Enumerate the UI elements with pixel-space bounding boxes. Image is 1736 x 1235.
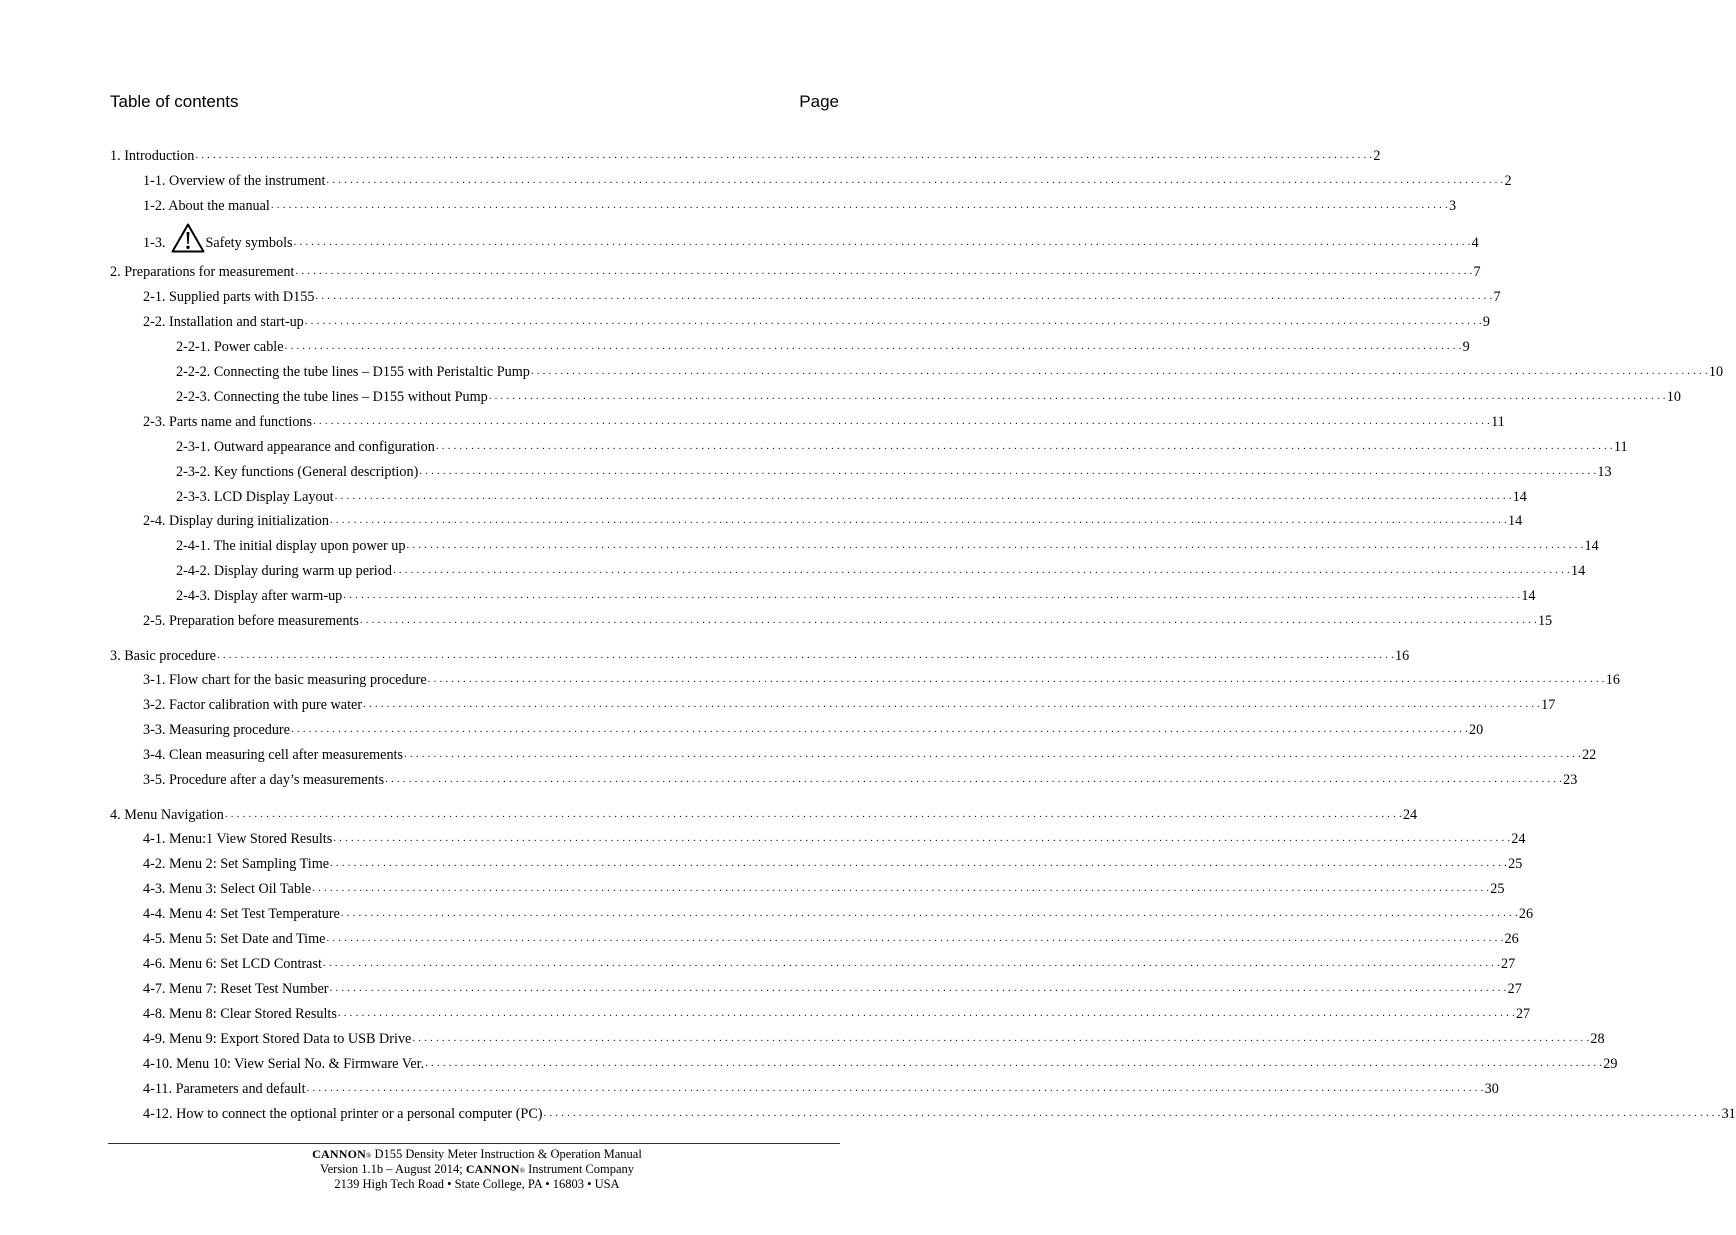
toc-entry-text: 2-2-3. Connecting the tube lines – D155 without Pump	[176, 389, 488, 405]
toc-entry-label	[176, 489, 334, 505]
toc-title: Table of contents	[110, 92, 239, 111]
toc-entry[interactable]	[143, 743, 1597, 763]
toc-entry-label	[143, 1056, 424, 1072]
dot-leader: . . . . . . . . . . . . . . . . . . . . . . . . . . . . . . . . . . . . . . . . . . . . . . . . . . . . . . . . . . . . . . . . . . . . . . . . . . . . . . . . . . . . . . . . . . . . . . . . . . . . . . . . . . . . . . . . . . . . . . . . . . . . . . . . . . . . . . . . . . . . . . . . . . . . . . . . . . . . . . . . . . . . . . . . . . . . . . . . . . . . . . . . . . . . . . . . . . . . . . . .	[488, 390, 1666, 402]
toc-page-number: 25	[1490, 881, 1505, 897]
toc-entry-text: 3-4. Clean measuring cell after measurements	[143, 747, 404, 763]
dot-leader: . . . . . . . . . . . . . . . . . . . . . . . . . . . . . . . . . . . . . . . . . . . . . . . . . . . . . . . . . . . . . . . . . . . . . . . . . . . . . . . . . . . . . . . . . . . . . . . . . . . . . . . . . . . . . . . . . . . . . . . . . . . . . . . . . . . . . . . . . . . . . . . . . . . . . . . . . . . . . . . . . . . . . . . . . . . . . . . . . . . . . . . . . . . . . . . . . . . . . . . .	[329, 514, 1508, 526]
toc-page-number: 7	[1493, 289, 1501, 305]
toc-page-number: 27	[1500, 956, 1516, 972]
toc-entry[interactable]	[143, 718, 1484, 738]
toc-entry[interactable]	[143, 1002, 1531, 1022]
dot-leader: . . . . . . . . . . . . . . . . . . . . . . . . . . . . . . . . . . . . . . . . . . . . . . . . . . . . . . . . . . . . . . . . . . . . . . . . . . . . . . . . . . . . . . . . . . . . . . . . . . . . . . . . . . . . . . . . . . . . . . . . . . . . . . . . . . . . . . . . . . . . . . . . . . . . . . . . . . . . . . . . . . . . . . . . . . . . . . . . . . . . . . . . . . . . . . . . . . . . . . . .	[340, 907, 1518, 919]
footer-brand-2: CANNON	[465, 1162, 520, 1176]
toc-page-number: 11	[1613, 439, 1628, 455]
toc-entry-text: 4-8. Menu 8: Clear Stored Results	[143, 1006, 337, 1022]
toc-page-number: 16	[1395, 648, 1410, 664]
dot-leader: . . . . . . . . . . . . . . . . . . . . . . . . . . . . . . . . . . . . . . . . . . . . . . . . . . . . . . . . . . . . . . . . . . . . . . . . . . . . . . . . . . . . . . . . . . . . . . . . . . . . . . . . . . . . . . . . . . . . . . . . . . . . . . . . . . . . . . . . . . . . . . . . . . . . . . . . . . . . . . . . . . . . . . . . . . . . . . . . . . . . . . . . . . . . . . . . . . . . . . . .	[312, 882, 1490, 894]
toc-page-number: 26	[1518, 906, 1534, 922]
dot-leader: . . . . . . . . . . . . . . . . . . . . . . . . . . . . . . . . . . . . . . . . . . . . . . . . . . . . . . . . . . . . . . . . . . . . . . . . . . . . . . . . . . . . . . . . . . . . . . . . . . . . . . . . . . . . . . . . . . . . . . . . . . . . . . . . . . . . . . . . . . . . . . . . . . . . . . . . . . . . . . . . . . . . . . . . . . . . . . . . . . . . . . . . . . . . . . . . . . . . . . . .	[216, 649, 1395, 661]
toc-entry[interactable]	[143, 1052, 1618, 1072]
dot-leader: . . . . . . . . . . . . . . . . . . . . . . . . . . . . . . . . . . . . . . . . . . . . . . . . . . . . . . . . . . . . . . . . . . . . . . . . . . . . . . . . . . . . . . . . . . . . . . . . . . . . . . . . . . . . . . . . . . . . . . . . . . . . . . . . . . . . . . . . . . . . . . . . . . . . . . . . . . . . . . . . . . . . . . . . . . . . . . . . . . . . . . . . . . . . . . . . . . . . . . . .	[284, 340, 1462, 352]
toc-entry[interactable]	[143, 952, 1516, 972]
toc-entry-text: 4. Menu Navigation	[110, 807, 224, 823]
toc-page-number: 20	[1469, 722, 1484, 738]
toc-page-number: 7	[1473, 264, 1481, 280]
toc-entry-label	[143, 1106, 543, 1122]
toc-page-number: 13	[1597, 464, 1612, 480]
toc-entry[interactable]	[143, 1077, 1499, 1097]
toc-entry-label	[176, 339, 284, 355]
toc-page-number: 10	[1708, 364, 1724, 380]
dot-leader: . . . . . . . . . . . . . . . . . . . . . . . . . . . . . . . . . . . . . . . . . . . . . . . . . . . . . . . . . . . . . . . . . . . . . . . . . . . . . . . . . . . . . . . . . . . . . . . . . . . . . . . . . . . . . . . . . . . . . . . . . . . . . . . . . . . . . . . . . . . . . . . . . . . . . . . . . . . . . . . . . . . . . . . . . . . . . . . . . . . . . . . . . . . . . . . . . . . . . . . .	[359, 614, 1537, 626]
toc-entry-label	[143, 198, 270, 214]
toc-page-number: 29	[1603, 1056, 1618, 1072]
toc-entry-text: 2-4. Display during initialization	[143, 513, 329, 529]
toc-entry-label	[176, 538, 405, 554]
toc-entry-text: 2-4-3. Display after warm-up	[176, 588, 343, 604]
toc-entry-label	[176, 464, 418, 480]
toc-entry-text: 1-2. About the manual	[143, 198, 270, 214]
toc-page-number: 30	[1484, 1081, 1499, 1097]
toc-entry-label	[143, 289, 314, 305]
toc-entry-text: 3-3. Measuring procedure	[143, 722, 290, 738]
toc-entry[interactable]	[143, 609, 1553, 629]
toc-entry-label	[143, 223, 293, 251]
toc-entry-text: 2-2-2. Connecting the tube lines – D155 with Peristaltic Pump	[176, 364, 530, 380]
toc-entry-text: 2-1. Supplied parts with D155	[143, 289, 315, 305]
toc-entry-text: 1-1. Overview of the instrument	[143, 173, 326, 189]
toc-page-number: 23	[1563, 772, 1578, 788]
dot-leader: . . . . . . . . . . . . . . . . . . . . . . . . . . . . . . . . . . . . . . . . . . . . . . . . . . . . . . . . . . . . . . . . . . . . . . . . . . . . . . . . . . . . . . . . . . . . . . . . . . . . . . . . . . . . . . . . . . . . . . . . . . . . . . . . . . . . . . . . . . . . . . . . . . . . . . . . . . . . . . . . . . . . . . . . . . . . . . . . . . . . . . . . . . . . . . . . . . . . . . . .	[330, 857, 1508, 869]
toc-entry-label	[143, 513, 329, 529]
toc-entry-label	[143, 881, 311, 897]
toc-entry[interactable]	[143, 877, 1505, 897]
toc-entry[interactable]	[143, 1102, 1736, 1122]
toc-entry-label	[176, 588, 342, 604]
toc-entry-text: 3. Basic procedure	[110, 648, 216, 664]
dot-leader: . . . . . . . . . . . . . . . . . . . . . . . . . . . . . . . . . . . . . . . . . . . . . . . . . . . . . . . . . . . . . . . . . . . . . . . . . . . . . . . . . . . . . . . . . . . . . . . . . . . . . . . . . . . . . . . . . . . . . . . . . . . . . . . . . . . . . . . . . . . . . . . . . . . . . . . . . . . . . . . . . . . . . . . . . . . . . . . . . . . . . . . . . . . . . . . . . . . . . . . .	[412, 1032, 1590, 1044]
toc-entry-text: 2-4-1. The initial display upon power up	[176, 538, 406, 554]
dot-leader: . . . . . . . . . . . . . . . . . . . . . . . . . . . . . . . . . . . . . . . . . . . . . . . . . . . . . . . . . . . . . . . . . . . . . . . . . . . . . . . . . . . . . . . . . . . . . . . . . . . . . . . . . . . . . . . . . . . . . . . . . . . . . . . . . . . . . . . . . . . . . . . . . . . . . . . . . . . . . . . . . . . . . . . . . . . . . . . . . . . . . . . . . . . . . . . . . . . . . . . .	[315, 290, 1493, 302]
toc-entry-label	[143, 173, 325, 189]
toc-page-number: 24	[1511, 831, 1526, 847]
toc-entry-label	[143, 772, 384, 788]
toc-entry-text: 2-5. Preparation before measurements	[143, 613, 359, 629]
toc-page-number: 24	[1402, 807, 1418, 823]
toc-entry-text: Safety symbols	[205, 235, 293, 251]
toc-entry-label	[176, 364, 530, 380]
toc-entry[interactable]	[143, 194, 1457, 214]
toc-entry-label	[143, 747, 403, 763]
toc-page-number: 16	[1605, 672, 1620, 688]
dot-leader: . . . . . . . . . . . . . . . . . . . . . . . . . . . . . . . . . . . . . . . . . . . . . . . . . . . . . . . . . . . . . . . . . . . . . . . . . . . . . . . . . . . . . . . . . . . . . . . . . . . . . . . . . . . . . . . . . . . . . . . . . . . . . . . . . . . . . . . . . . . . . . . . . . . . . . . . . . . . . . . . . . . . . . . . . . . . . . . . . . . . . . . . . . . . . . . . . . . . . . . .	[304, 315, 1482, 327]
dot-leader: . . . . . . . . . . . . . . . . . . . . . . . . . . . . . . . . . . . . . . . . . . . . . . . . . . . . . . . . . . . . . . . . . . . . . . . . . . . . . . . . . . . . . . . . . . . . . . . . . . . . . . . . . . . . . . . . . . . . . . . . . . . . . . . . . . . . . . . . . . . . . . . . . . . . . . . . . . . . . . . . . . . . . . . . . . . . . . . . . . . . . . . . . . . . . . . . . . . . . . . .	[224, 808, 1402, 820]
dot-leader: . . . . . . . . . . . . . . . . . . . . . . . . . . . . . . . . . . . . . . . . . . . . . . . . . . . . . . . . . . . . . . . . . . . . . . . . . . . . . . . . . . . . . . . . . . . . . . . . . . . . . . . . . . . . . . . . . . . . . . . . . . . . . . . . . . . . . . . . . . . . . . . . . . . . . . . . . . . . . . . . . . . . . . . . . . . . . . . . . . . . . . . . . . . . . . . . . . . . . . . .	[427, 673, 1605, 685]
toc-entry[interactable]	[143, 169, 1512, 189]
toc-entry-label	[143, 856, 329, 872]
toc-entry-text: 4-7. Menu 7: Reset Test Number	[143, 981, 329, 997]
toc-entry-text: 2-3. Parts name and functions	[143, 414, 313, 430]
toc-page-number: 3	[1448, 198, 1457, 214]
footer-address: 2139 High Tech Road • State College, PA • 16803 • USA	[334, 1177, 620, 1191]
page-footer	[0, 1147, 954, 1192]
toc-entry-number: 1-3.	[143, 235, 166, 251]
toc-entry-label	[143, 697, 362, 713]
dot-leader: . . . . . . . . . . . . . . . . . . . . . . . . . . . . . . . . . . . . . . . . . . . . . . . . . . . . . . . . . . . . . . . . . . . . . . . . . . . . . . . . . . . . . . . . . . . . . . . . . . . . . . . . . . . . . . . . . . . . . . . . . . . . . . . . . . . . . . . . . . . . . . . . . . . . . . . . . . . . . . . . . . . . . . . . . . . . . . . . . . . . . . . . . . . . . . . . . . . . . . . .	[334, 490, 1512, 502]
toc-entry-label	[110, 148, 194, 164]
toc-entry[interactable]	[143, 768, 1578, 788]
toc-entry-label	[176, 439, 435, 455]
toc-entry-text: 4-10. Menu 10: View Serial No. & Firmware Ver.	[143, 1056, 425, 1072]
toc-entry[interactable]	[143, 902, 1534, 922]
toc-entry[interactable]	[176, 435, 1628, 455]
footer-line-2	[0, 1162, 954, 1177]
toc-entry-text: 4-11. Parameters and default	[143, 1081, 306, 1097]
toc-entry[interactable]	[110, 644, 1410, 664]
toc-page-number: 14	[1521, 588, 1536, 604]
dot-leader: . . . . . . . . . . . . . . . . . . . . . . . . . . . . . . . . . . . . . . . . . . . . . . . . . . . . . . . . . . . . . . . . . . . . . . . . . . . . . . . . . . . . . . . . . . . . . . . . . . . . . . . . . . . . . . . . . . . . . . . . . . . . . . . . . . . . . . . . . . . . . . . . . . . . . . . . . . . . . . . . . . . . . . . . . . . . . . . . . . . . . . . . . . . . . . . . . . . . . . . .	[195, 149, 1373, 161]
toc-entry-label	[143, 314, 304, 330]
toc-entry[interactable]	[143, 977, 1522, 997]
dot-leader: . . . . . . . . . . . . . . . . . . . . . . . . . . . . . . . . . . . . . . . . . . . . . . . . . . . . . . . . . . . . . . . . . . . . . . . . . . . . . . . . . . . . . . . . . . . . . . . . . . . . . . . . . . . . . . . . . . . . . . . . . . . . . . . . . . . . . . . . . . . . . . . . . . . . . . . . . . . . . . . . . . . . . . . . . . . . . . . . . . . . . . . . . . . . . . . . . . . . . . . .	[337, 1007, 1515, 1019]
toc-entry-text: 2. Preparations for measurement	[110, 264, 295, 280]
dot-leader: . . . . . . . . . . . . . . . . . . . . . . . . . . . . . . . . . . . . . . . . . . . . . . . . . . . . . . . . . . . . . . . . . . . . . . . . . . . . . . . . . . . . . . . . . . . . . . . . . . . . . . . . . . . . . . . . . . . . . . . . . . . . . . . . . . . . . . . . . . . . . . . . . . . . . . . . . . . . . . . . . . . . . . . . . . . . . . . . . . . . . . . . . . . . . . . . . . . . . . . .	[295, 265, 1473, 277]
toc-page-number: 27	[1507, 981, 1522, 997]
toc-entry-label	[110, 264, 294, 280]
toc-page-number: 14	[1512, 489, 1527, 505]
toc-entry-label	[143, 981, 329, 997]
toc-entry-text: 4-1. Menu:1 View Stored Results	[143, 831, 333, 847]
toc-entry-text: 4-2. Menu 2: Set Sampling Time	[143, 856, 330, 872]
registered-mark: ®	[366, 1152, 372, 1160]
toc-entry-text: 2-4-2. Display during warm up period	[176, 563, 392, 579]
toc-entry[interactable]	[143, 285, 1501, 305]
toc-entry[interactable]	[176, 360, 1724, 380]
registered-mark-2: ®	[519, 1167, 526, 1175]
toc-entry[interactable]	[176, 460, 1612, 480]
toc-entry[interactable]	[143, 668, 1620, 688]
dot-leader: . . . . . . . . . . . . . . . . . . . . . . . . . . . . . . . . . . . . . . . . . . . . . . . . . . . . . . . . . . . . . . . . . . . . . . . . . . . . . . . . . . . . . . . . . . . . . . . . . . . . . . . . . . . . . . . . . . . . . . . . . . . . . . . . . . . . . . . . . . . . . . . . . . . . . . . . . . . . . . . . . . . . . . . . . . . . . . . . . . . . . . . . . . . . . . . . . . . . . . . .	[425, 1057, 1603, 1069]
dot-leader: . . . . . . . . . . . . . . . . . . . . . . . . . . . . . . . . . . . . . . . . . . . . . . . . . . . . . . . . . . . . . . . . . . . . . . . . . . . . . . . . . . . . . . . . . . . . . . . . . . . . . . . . . . . . . . . . . . . . . . . . . . . . . . . . . . . . . . . . . . . . . . . . . . . . . . . . . . . . . . . . . . . . . . . . . . . . . . . . . . . . . . . . . . . . . . . . . . . . . . . .	[322, 957, 1500, 969]
toc-entry[interactable]	[143, 927, 1519, 947]
toc-entry[interactable]	[176, 385, 1681, 405]
dot-leader: . . . . . . . . . . . . . . . . . . . . . . . . . . . . . . . . . . . . . . . . . . . . . . . . . . . . . . . . . . . . . . . . . . . . . . . . . . . . . . . . . . . . . . . . . . . . . . . . . . . . . . . . . . . . . . . . . . . . . . . . . . . . . . . . . . . . . . . . . . . . . . . . . . . . . . . . . . . . . . . . . . . . . . . . . . . . . . . . . . . . . . . . . . . . . . . . . . . . . . . .	[406, 539, 1584, 551]
toc-entry-label	[143, 906, 340, 922]
dot-leader: . . . . . . . . . . . . . . . . . . . . . . . . . . . . . . . . . . . . . . . . . . . . . . . . . . . . . . . . . . . . . . . . . . . . . . . . . . . . . . . . . . . . . . . . . . . . . . . . . . . . . . . . . . . . . . . . . . . . . . . . . . . . . . . . . . . . . . . . . . . . . . . . . . . . . . . . . . . . . . . . . . . . . . . . . . . . . . . . . . . . . . . . . . . . . . . . . . . . . . . .	[435, 440, 1613, 452]
toc-page-number: 27	[1515, 1006, 1531, 1022]
toc-entry[interactable]	[143, 693, 1556, 713]
dot-leader: . . . . . . . . . . . . . . . . . . . . . . . . . . . . . . . . . . . . . . . . . . . . . . . . . . . . . . . . . . . . . . . . . . . . . . . . . . . . . . . . . . . . . . . . . . . . . . . . . . . . . . . . . . . . . . . . . . . . . . . . . . . . . . . . . . . . . . . . . . . . . . . . . . . . . . . . . . . . . . . . . . . . . . . . . . . . . . . . . . . . . . . . . . . . . . . . . . . . . . . .	[404, 748, 1582, 760]
toc-page-number: 22	[1582, 747, 1597, 763]
toc-entry-label	[143, 1006, 337, 1022]
toc-page-number: 31	[1721, 1106, 1736, 1122]
toc-entry-text: 3-5. Procedure after a day’s measurements	[143, 772, 385, 788]
dot-leader: . . . . . . . . . . . . . . . . . . . . . . . . . . . . . . . . . . . . . . . . . . . . . . . . . . . . . . . . . . . . . . . . . . . . . . . . . . . . . . . . . . . . . . . . . . . . . . . . . . . . . . . . . . . . . . . . . . . . . . . . . . . . . . . . . . . . . . . . . . . . . . . . . . . . . . . . . . . . . . . . . . . . . . . . . . . . . . . . . . . . . . . . . . . . . . . . . . . . . . . .	[313, 415, 1491, 427]
toc-entry-label	[143, 613, 359, 629]
toc-entry-text: 3-2. Factor calibration with pure water	[143, 697, 363, 713]
toc-entry[interactable]	[176, 559, 1586, 579]
toc-entry-text: 1. Introduction	[110, 148, 195, 164]
dot-leader: . . . . . . . . . . . . . . . . . . . . . . . . . . . . . . . . . . . . . . . . . . . . . . . . . . . . . . . . . . . . . . . . . . . . . . . . . . . . . . . . . . . . . . . . . . . . . . . . . . . . . . . . . . . . . . . . . . . . . . . . . . . . . . . . . . . . . . . . . . . . . . . . . . . . . . . . . . . . . . . . . . . . . . . . . . . . . . . . . . . . . . . . . . . . . . . . . . . . . . . .	[270, 199, 1448, 211]
dot-leader: . . . . . . . . . . . . . . . . . . . . . . . . . . . . . . . . . . . . . . . . . . . . . . . . . . . . . . . . . . . . . . . . . . . . . . . . . . . . . . . . . . . . . . . . . . . . . . . . . . . . . . . . . . . . . . . . . . . . . . . . . . . . . . . . . . . . . . . . . . . . . . . . . . . . . . . . . . . . . . . . . . . . . . . . . . . . . . . . . . . . . . . . . . . . . . . . . . . . . . . .	[392, 564, 1570, 576]
toc-entry[interactable]	[176, 584, 1536, 604]
toc-page-number: 14	[1571, 563, 1586, 579]
toc-page-number: 2	[1373, 148, 1381, 164]
dot-leader: . . . . . . . . . . . . . . . . . . . . . . . . . . . . . . . . . . . . . . . . . . . . . . . . . . . . . . . . . . . . . . . . . . . . . . . . . . . . . . . . . . . . . . . . . . . . . . . . . . . . . . . . . . . . . . . . . . . . . . . . . . . . . . . . . . . . . . . . . . . . . . . . . . . . . . . . . . . . . . . . . . . . . . . . . . . . . . . . . . . . . . . . . . . . . . . . . . . . . . . .	[293, 236, 1471, 248]
footer-company: Instrument Company	[528, 1162, 635, 1176]
toc-entry[interactable]	[143, 221, 1479, 251]
toc-entry-label	[143, 931, 325, 947]
dot-leader: . . . . . . . . . . . . . . . . . . . . . . . . . . . . . . . . . . . . . . . . . . . . . . . . . . . . . . . . . . . . . . . . . . . . . . . . . . . . . . . . . . . . . . . . . . . . . . . . . . . . . . . . . . . . . . . . . . . . . . . . . . . . . . . . . . . . . . . . . . . . . . . . . . . . . . . . . . . . . . . . . . . . . . . . . . . . . . . . . . . . . . . . . . . . . . . . . . . . . . . .	[326, 174, 1504, 186]
toc-page-number: 15	[1537, 613, 1553, 629]
toc-page-number: 14	[1584, 538, 1599, 554]
toc-page-number: 4	[1471, 235, 1479, 251]
toc-entry-label	[110, 807, 224, 823]
footer-manual-title: D155 Density Meter Instruction & Operation Manual	[374, 1147, 642, 1161]
toc-entry[interactable]	[143, 852, 1523, 872]
toc-page-number: 10	[1666, 389, 1681, 405]
dot-leader: . . . . . . . . . . . . . . . . . . . . . . . . . . . . . . . . . . . . . . . . . . . . . . . . . . . . . . . . . . . . . . . . . . . . . . . . . . . . . . . . . . . . . . . . . . . . . . . . . . . . . . . . . . . . . . . . . . . . . . . . . . . . . . . . . . . . . . . . . . . . . . . . . . . . . . . . . . . . . . . . . . . . . . . . . . . . . . . . . . . . . . . . . . . . . . . . . . . . . . . .	[333, 832, 1511, 844]
toc-page-number: 9	[1462, 339, 1470, 355]
toc-entry[interactable]	[143, 410, 1505, 430]
footer-rule	[108, 1143, 840, 1144]
toc-entry-label	[110, 648, 216, 664]
footer-line-1	[0, 1147, 954, 1162]
dot-leader: . . . . . . . . . . . . . . . . . . . . . . . . . . . . . . . . . . . . . . . . . . . . . . . . . . . . . . . . . . . . . . . . . . . . . . . . . . . . . . . . . . . . . . . . . . . . . . . . . . . . . . . . . . . . . . . . . . . . . . . . . . . . . . . . . . . . . . . . . . . . . . . . . . . . . . . . . . . . . . . . . . . . . . . . . . . . . . . . . . . . . . . . . . . . . . . . . . . . . . . .	[290, 723, 1469, 735]
toc-entry-label	[143, 414, 312, 430]
dot-leader: . . . . . . . . . . . . . . . . . . . . . . . . . . . . . . . . . . . . . . . . . . . . . . . . . . . . . . . . . . . . . . . . . . . . . . . . . . . . . . . . . . . . . . . . . . . . . . . . . . . . . . . . . . . . . . . . . . . . . . . . . . . . . . . . . . . . . . . . . . . . . . . . . . . . . . . . . . . . . . . . . . . . . . . . . . . . . . . . . . . . . . . . . . . . . . . . . . . . . . . .	[363, 698, 1541, 710]
toc-entry-text: 4-6. Menu 6: Set LCD Contrast	[143, 956, 322, 972]
toc-entry[interactable]	[143, 827, 1526, 847]
toc-page-number: 2	[1504, 173, 1512, 189]
dot-leader: . . . . . . . . . . . . . . . . . . . . . . . . . . . . . . . . . . . . . . . . . . . . . . . . . . . . . . . . . . . . . . . . . . . . . . . . . . . . . . . . . . . . . . . . . . . . . . . . . . . . . . . . . . . . . . . . . . . . . . . . . . . . . . . . . . . . . . . . . . . . . . . . . . . . . . . . . . . . . . . . . . . . . . . . . . . . . . . . . . . . . . . . . . . . . . . . . . . . . . . .	[385, 773, 1563, 785]
toc-entry[interactable]	[176, 534, 1599, 554]
toc-entry[interactable]	[143, 1027, 1605, 1047]
dot-leader: . . . . . . . . . . . . . . . . . . . . . . . . . . . . . . . . . . . . . . . . . . . . . . . . . . . . . . . . . . . . . . . . . . . . . . . . . . . . . . . . . . . . . . . . . . . . . . . . . . . . . . . . . . . . . . . . . . . . . . . . . . . . . . . . . . . . . . . . . . . . . . . . . . . . . . . . . . . . . . . . . . . . . . . . . . . . . . . . . . . . . . . . . . . . . . . . . . . . . . . .	[543, 1107, 1721, 1119]
page-column-label: Page	[799, 92, 839, 111]
toc-page-number: 14	[1508, 513, 1523, 529]
toc-page-number: 25	[1508, 856, 1523, 872]
footer-version: Version 1.1b – August 2014;	[319, 1162, 463, 1176]
toc-entry-label	[143, 722, 290, 738]
toc-entry-label	[143, 831, 332, 847]
toc-entry-label	[176, 389, 488, 405]
toc-entry[interactable]	[110, 260, 1481, 280]
toc-entry-label	[176, 563, 392, 579]
toc-entry-text: 3-1. Flow chart for the basic measuring procedure	[143, 672, 427, 688]
toc-page-number: 9	[1482, 314, 1490, 330]
toc-entry[interactable]	[143, 310, 1490, 330]
dot-leader: . . . . . . . . . . . . . . . . . . . . . . . . . . . . . . . . . . . . . . . . . . . . . . . . . . . . . . . . . . . . . . . . . . . . . . . . . . . . . . . . . . . . . . . . . . . . . . . . . . . . . . . . . . . . . . . . . . . . . . . . . . . . . . . . . . . . . . . . . . . . . . . . . . . . . . . . . . . . . . . . . . . . . . . . . . . . . . . . . . . . . . . . . . . . . . . . . . . . . . . .	[343, 589, 1521, 601]
toc-entry-text: 4-9. Menu 9: Export Stored Data to USB Drive	[143, 1031, 412, 1047]
toc-entry-label	[143, 1031, 411, 1047]
toc-page-number: 11	[1491, 414, 1505, 430]
toc-entry-text: 2-2-1. Power cable	[176, 339, 284, 355]
toc-page-number: 28	[1590, 1031, 1605, 1047]
toc-entry-text: 2-3-1. Outward appearance and configuration	[176, 439, 435, 455]
toc-entry-text: 2-2. Installation and start-up	[143, 314, 304, 330]
toc-entry[interactable]	[143, 509, 1523, 529]
toc-entry[interactable]	[176, 335, 1470, 355]
dot-leader: . . . . . . . . . . . . . . . . . . . . . . . . . . . . . . . . . . . . . . . . . . . . . . . . . . . . . . . . . . . . . . . . . . . . . . . . . . . . . . . . . . . . . . . . . . . . . . . . . . . . . . . . . . . . . . . . . . . . . . . . . . . . . . . . . . . . . . . . . . . . . . . . . . . . . . . . . . . . . . . . . . . . . . . . . . . . . . . . . . . . . . . . . . . . . . . . . . . . . . . .	[326, 932, 1504, 944]
toc-entry-text: 2-3-3. LCD Display Layout	[176, 489, 334, 505]
toc-entry-label	[143, 956, 322, 972]
toc-entry-label	[143, 1081, 306, 1097]
toc-entry-label	[143, 672, 427, 688]
toc-entry[interactable]	[110, 144, 1381, 164]
toc-entry[interactable]	[110, 803, 1418, 823]
toc-entry-text: 4-3. Menu 3: Select Oil Table	[143, 881, 312, 897]
dot-leader: . . . . . . . . . . . . . . . . . . . . . . . . . . . . . . . . . . . . . . . . . . . . . . . . . . . . . . . . . . . . . . . . . . . . . . . . . . . . . . . . . . . . . . . . . . . . . . . . . . . . . . . . . . . . . . . . . . . . . . . . . . . . . . . . . . . . . . . . . . . . . . . . . . . . . . . . . . . . . . . . . . . . . . . . . . . . . . . . . . . . . . . . . . . . . . . . . . . . . . . .	[329, 982, 1507, 994]
dot-leader: . . . . . . . . . . . . . . . . . . . . . . . . . . . . . . . . . . . . . . . . . . . . . . . . . . . . . . . . . . . . . . . . . . . . . . . . . . . . . . . . . . . . . . . . . . . . . . . . . . . . . . . . . . . . . . . . . . . . . . . . . . . . . . . . . . . . . . . . . . . . . . . . . . . . . . . . . . . . . . . . . . . . . . . . . . . . . . . . . . . . . . . . . . . . . . . . . . . . . . . .	[306, 1082, 1484, 1094]
footer-brand: CANNON	[312, 1147, 367, 1161]
warning-triangle-icon	[171, 223, 205, 253]
toc-entry-text: 4-4. Menu 4: Set Test Temperature	[143, 906, 340, 922]
toc-entry-text: 4-12. How to connect the optional printer or a personal computer (PC)	[143, 1106, 543, 1122]
toc-entry[interactable]	[176, 485, 1527, 505]
toc-entry-text: 2-3-2. Key functions (General description)	[176, 464, 419, 480]
dot-leader: . . . . . . . . . . . . . . . . . . . . . . . . . . . . . . . . . . . . . . . . . . . . . . . . . . . . . . . . . . . . . . . . . . . . . . . . . . . . . . . . . . . . . . . . . . . . . . . . . . . . . . . . . . . . . . . . . . . . . . . . . . . . . . . . . . . . . . . . . . . . . . . . . . . . . . . . . . . . . . . . . . . . . . . . . . . . . . . . . . . . . . . . . . . . . . . . . . . . . . . .	[419, 465, 1597, 477]
toc-page-number: 26	[1504, 931, 1519, 947]
toc-page-number: 17	[1541, 697, 1556, 713]
dot-leader: . . . . . . . . . . . . . . . . . . . . . . . . . . . . . . . . . . . . . . . . . . . . . . . . . . . . . . . . . . . . . . . . . . . . . . . . . . . . . . . . . . . . . . . . . . . . . . . . . . . . . . . . . . . . . . . . . . . . . . . . . . . . . . . . . . . . . . . . . . . . . . . . . . . . . . . . . . . . . . . . . . . . . . . . . . . . . . . . . . . . . . . . . . . . . . . . . . . . . . . .	[530, 365, 1708, 377]
toc-entry-text: 4-5. Menu 5: Set Date and Time	[143, 931, 326, 947]
